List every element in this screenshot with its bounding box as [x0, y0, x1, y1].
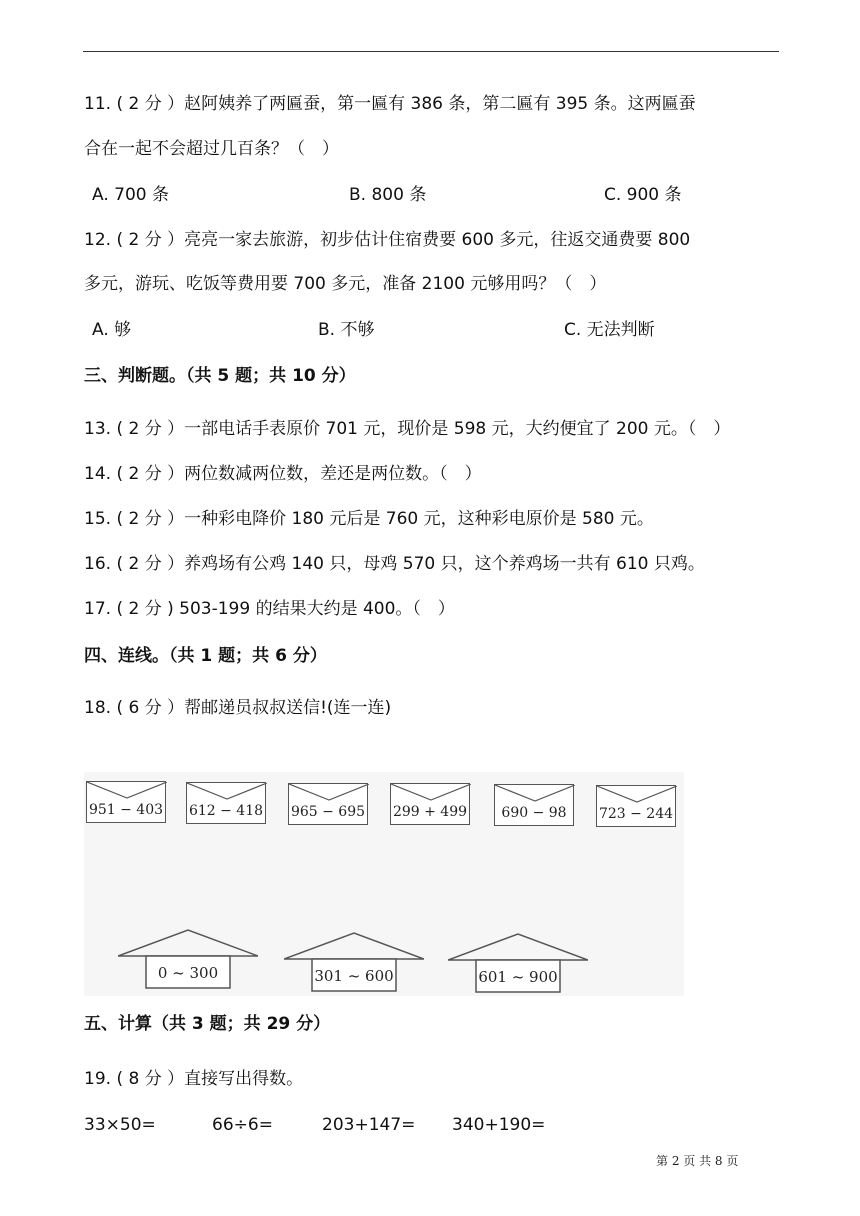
q12-option-c: C. 无法判断: [564, 320, 655, 340]
envelope-6: [596, 785, 676, 827]
house-3-range: 601 ~ 900: [478, 968, 558, 986]
q16-text: 16. ( 2 分 ）养鸡场有公鸡 140 只，母鸡 570 只，这个养鸡场一共有 610 只鸡。: [84, 554, 705, 574]
house-3: [448, 932, 588, 996]
house-1-range: 0 ~ 300: [157, 964, 219, 982]
house-2-range: 301 ~ 600: [314, 967, 394, 985]
envelope-1-expression: 951 − 403: [88, 802, 164, 818]
envelope-3: [288, 783, 368, 825]
section5-heading: 五、计算（共 3 题；共 29 分）: [84, 1014, 331, 1034]
envelope-1: [86, 781, 166, 823]
calc-item-2: 66÷6=: [212, 1115, 273, 1135]
q19-text: 19. ( 8 分 ）直接写出得数。: [84, 1069, 304, 1089]
q11-line1: 11. ( 2 分 ）赵阿姨养了两匾蚕，第一匾有 386 条，第二匾有 395 条。这两匾蚕: [84, 94, 696, 114]
page-footer: 第 2 页 共 8 页: [656, 1154, 739, 1168]
q12-option-a: A. 够: [92, 320, 132, 340]
house-2: [284, 931, 424, 995]
envelope-5-expression: 690 − 98: [501, 805, 567, 821]
envelope-2-expression: 612 − 418: [188, 803, 264, 819]
header-rule: [83, 51, 779, 52]
envelope-5: [494, 784, 574, 826]
calc-item-3: 203+147=: [322, 1115, 416, 1135]
envelope-2: [186, 782, 266, 824]
q14-text: 14. ( 2 分 ）两位数减两位数，差还是两位数。（ ）: [84, 464, 482, 484]
q11-line2: 合在一起不会超过几百条？（ ）: [84, 139, 339, 159]
q11-option-b: B. 800 条: [349, 185, 427, 205]
section3-heading: 三、判断题。（共 5 题；共 10 分）: [84, 366, 356, 386]
section4-heading: 四、连线。（共 1 题；共 6 分）: [84, 646, 327, 666]
calc-item-4: 340+190=: [452, 1115, 546, 1135]
matching-figure: [84, 772, 684, 996]
q17-text: 17. ( 2 分 ) 503-199 的结果大约是 400。（ ）: [84, 599, 455, 619]
q18-text: 18. ( 6 分 ）帮邮递员叔叔送信!(连一连): [84, 698, 392, 718]
q11-option-c: C. 900 条: [604, 185, 682, 205]
envelope-4-expression: 299 + 499: [392, 804, 468, 820]
q12-option-b: B. 不够: [318, 320, 375, 340]
q12-line2: 多元，游玩、吃饭等费用要 700 多元，准备 2100 元够用吗？（ ）: [84, 274, 607, 294]
house-1: [118, 928, 258, 992]
envelope-4: [390, 783, 470, 825]
calc-item-1: 33×50=: [84, 1115, 156, 1135]
envelope-6-expression: 723 − 244: [598, 806, 674, 822]
envelope-3-expression: 965 − 695: [290, 804, 366, 820]
q13-text: 13. ( 2 分 ）一部电话手表原价 701 元，现价是 598 元，大约便宜了 200 元。（ ）: [84, 419, 731, 439]
q15-text: 15. ( 2 分 ）一种彩电降价 180 元后是 760 元，这种彩电原价是 580 元。: [84, 509, 654, 529]
q12-line1: 12. ( 2 分 ）亮亮一家去旅游，初步估计住宿费要 600 多元，往返交通费要 800: [84, 230, 691, 250]
q11-option-a: A. 700 条: [92, 185, 169, 205]
